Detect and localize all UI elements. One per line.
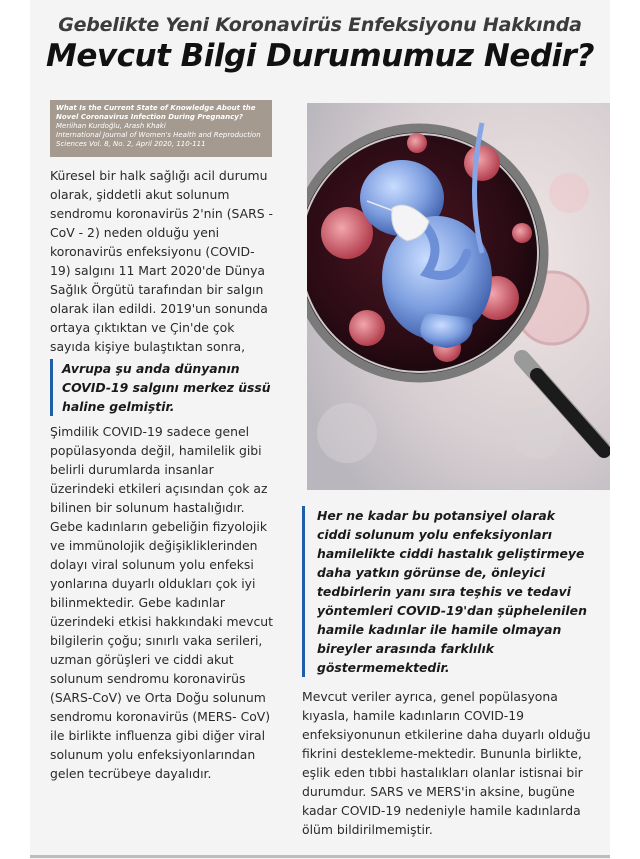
reference-title: What Is the Current State of Knowledge About the Novel Coronavirus Infection During Pregnancy?	[56, 104, 256, 121]
reference-journal: International Journal of Women's Health and Reproduction Sciences Vol. 8, No. 2, April 2020, 110-111	[56, 131, 261, 148]
reference-authors: Meriihan Kurdoğlu, Arash Khaki	[56, 122, 166, 130]
right-column	[302, 506, 592, 839]
illustration-svg	[307, 103, 610, 490]
left-column	[50, 166, 275, 783]
right-paragraph: Mevcut veriler ayrıca, genel popülasyona kıyasla, hamile kadınların COVID-19 enfeksiyonunun etkilerine daha duyarlı olduğu fikrini destekleme-mektedir. Bununla birlikte, eşlik eden tıbbi hastalıkları olanlar istisnai bir durumdur. SARS ve MERS'in aksine, bugüne kadar COVID-19 nedeniyle hamile kadınlarda ölüm bildirilmemiştir.	[302, 689, 591, 837]
left-pull-quote: Avrupa şu anda dünyanın COVID-19 salgını merkez üssü haline gelmiştir.	[50, 359, 275, 416]
fetus-magnifier-illustration	[307, 103, 610, 490]
left-paragraph-2: Şimdilik COVID-19 sadece genel popülasyonda değil, hamilelik gibi belirli durumlarda insanlar üzerindeki etkileri açısından çok az bilinen bir solunum hastalığıdır.	[50, 424, 268, 515]
reference-box	[50, 100, 272, 157]
article-title: Mevcut Bilgi Durumumuz Nedir?	[46, 38, 594, 74]
left-paragraph-3: Gebe kadınların gebeliğin fizyolojik ve immünolojik değişikliklerinden dolayı viral solunum yolu enfeksi yonlarına duyarlı oldukları çok iyi bilinmektedir. Gebe kadınlar üzerindeki etkisi hakkındaki mevcut bilgilerin çoğu; sınırlı vaka serileri, uzman görüşleri ve ciddi akut solunum sendromu koronavirüs (SARS-CoV) ve Orta Doğu solunum sendromu koronavirüs (MERS- CoV) ile birlikte influenza gibi diğer viral solunum yolu enfeksiyonlarından gelen tecrübeye dayalıdır.	[50, 519, 274, 781]
left-paragraph-1: Küresel bir halk sağlığı acil durumu olarak, şiddetli akut solunum sendromu koronavirüs 2'nin (SARS - CoV - 2) neden olduğu yeni koronavirüs enfeksiyonu (COVID-19) salgını 11 Mart 2020'de Dünya Sağlık Örgütü tarafından bir salgın olarak ilan edildi. 2019'un sonunda ortaya çıktıktan ve Çin'de çok sayıda kişiye bulaştıktan sonra,	[50, 168, 274, 354]
bottom-rule	[30, 855, 610, 858]
right-pull-quote: Her ne kadar bu potansiyel olarak ciddi solunum yolu enfeksiyonları hamilelikte ciddi hastalık geliştirmeye daha yatkın görünse de, önleyici tedbirlerin yanı sıra teşhis ve tedavi yöntemleri COVID-19'dan şüphelenilen hamile kadınlar ile hamile olmayan bireyler arasında farklılık göstermemektedir.	[302, 506, 592, 677]
article-subtitle: Gebelikte Yeni Koronavirüs Enfeksiyonu Hakkında	[58, 14, 582, 36]
